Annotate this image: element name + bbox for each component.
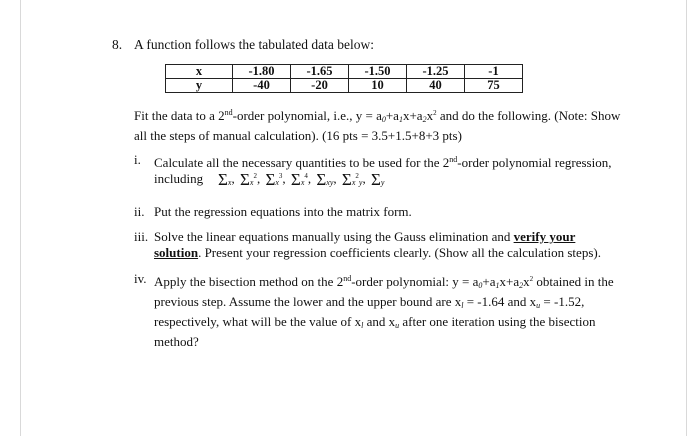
sum-term: $\Sigma_y$ [370, 170, 385, 189]
table-cell: 40 [407, 79, 465, 93]
table-cell: 10 [349, 79, 407, 93]
item-text: Put the regression equations into the matrix form. [154, 204, 412, 219]
table-cell: -1.80 [233, 65, 291, 79]
question-number: 8. [112, 37, 123, 52]
sum-term: $\Sigma_x^4$, [290, 170, 312, 189]
table-label-x: x [166, 65, 233, 79]
fit-instructions: Fit the data to a 2nd-order polynomial, i.e., $y = a_0+a_1x+a_2x^2$ and do the following. (Note: Show all the steps of manual calculation). (16 pts = 3.5+1.5+8+3 pts) [134, 108, 621, 143]
table-cell: -1.65 [291, 65, 349, 79]
sum-term: $\Sigma_x^2$, [239, 170, 261, 189]
table-cell: -1.25 [407, 65, 465, 79]
question-heading [112, 37, 374, 53]
item-roman: ii. [134, 204, 145, 219]
table-row-x [166, 65, 523, 79]
item-text: Apply the bisection method on the 2nd-order polynomial: $y = a_0+a_1x+a_2x^2$ obtained in the previous step. Assume the lower and the upper bound are $x_l = -1.64$ and $x_u = -1.52$, respectively, what will be the value of $x_l$ and $x_u$ after one iteration using the bisection method? [154, 274, 614, 349]
item-roman: iv. [134, 271, 147, 286]
summation-list [218, 168, 386, 188]
sum-term: $\Sigma_x^2_y$, [341, 170, 366, 189]
table-cell: -40 [233, 79, 291, 93]
item-text: Solve the linear equations manually using the Gauss elimination and verify your solution. Present your regression coefficients clearly. (Show all the calculation steps). [154, 229, 601, 260]
item-roman: iii. [134, 229, 149, 244]
question-intro: A function follows the tabulated data below: [134, 37, 374, 52]
table-cell: -20 [291, 79, 349, 93]
sum-term: $\Sigma_x$, [218, 170, 235, 189]
sum-term: $\Sigma_x^3$, [265, 170, 286, 189]
sum-term: $\Sigma_{xy}$, [316, 170, 337, 189]
table-cell: 75 [465, 79, 523, 93]
verify-emphasis: verify your solution [154, 229, 576, 260]
item-text: Calculate all the necessary quantities to be used for the 2nd-order polynomial regression, including [154, 155, 612, 186]
data-table [165, 64, 523, 93]
item-roman: i. [134, 152, 141, 167]
table-cell: -1 [465, 65, 523, 79]
table-row-y [166, 79, 523, 93]
table-label-y: y [166, 79, 233, 93]
table-cell: -1.50 [349, 65, 407, 79]
